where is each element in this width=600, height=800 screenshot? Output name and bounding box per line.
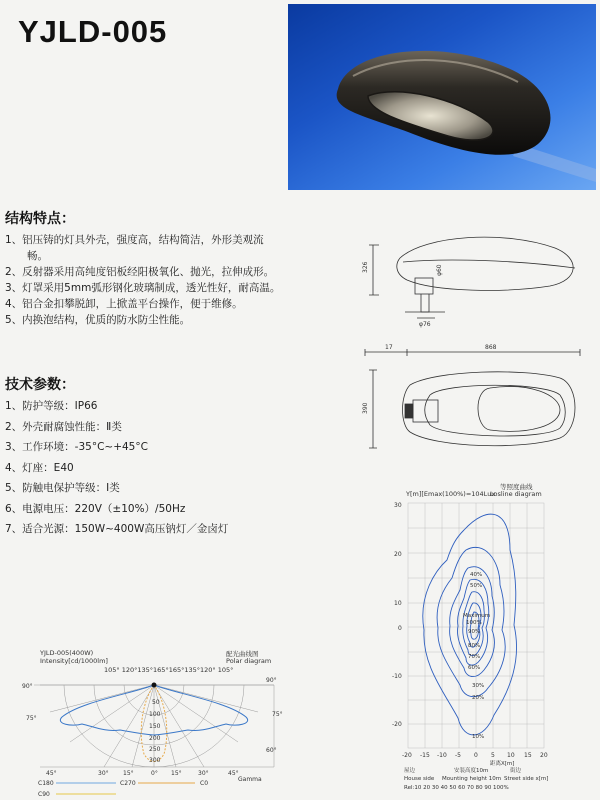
polar-title-en: Polar diagram — [226, 657, 272, 665]
feature-item: 1、铝压铸的灯具外壳，强度高，结构简洁，外形美观流 — [5, 234, 264, 246]
dim-offset: 17 — [385, 344, 393, 351]
isolux-ytick: 10 — [394, 600, 402, 607]
isolux-ytick: 30 — [394, 502, 402, 509]
polar-label-75-right: 75° — [272, 711, 283, 718]
polar-intensity-label: Intensity[cd/1000lm] — [40, 657, 108, 665]
isolux-xtick: 5 — [491, 752, 495, 759]
spec-item: 2、外壳耐腐蚀性能：Ⅱ类 — [5, 420, 122, 433]
isolux-house-side: House side — [404, 776, 435, 782]
polar-radial-300: 300 — [149, 757, 161, 764]
dim-pole-dia: φ60 — [436, 264, 443, 276]
feature-item: 畅。 — [27, 250, 48, 262]
isolux-label-90: 90% — [468, 629, 481, 635]
feature-item: 3、灯罩采用5mm弧形钢化玻璃制成，透光性好，耐高温。 — [5, 282, 281, 294]
isolux-label-50: 50% — [470, 583, 483, 589]
isolux-xtick: -20 — [402, 752, 412, 759]
isolux-ytick: 0 — [398, 625, 402, 632]
polar-radial-50: 50 — [152, 699, 160, 706]
isolux-label-80: 80% — [468, 643, 481, 649]
spec-item: 5、防触电保护等级：Ⅰ类 — [5, 482, 120, 494]
polar-radial-200: 200 — [149, 735, 161, 742]
feature-item: 4、铝合金扣攀脱卸，上掀盖平台操作，便于维修。 — [5, 298, 243, 310]
isolux-label-60: 60% — [468, 665, 481, 671]
feature-item: 5、内换泡结构，优质的防水防尘性能。 — [5, 314, 191, 326]
isolux-xtick: -5 — [455, 752, 461, 759]
spec-item: 6、电源电压：220V（±10%）/50Hz — [5, 502, 186, 515]
isolux-mount-height: Mounting height 10m — [442, 776, 502, 782]
polar-bottom-angle: 45° — [228, 770, 239, 777]
model-title: YJLD-005 — [18, 14, 168, 49]
polar-label-75-left: 75° — [26, 715, 37, 722]
dim-width: 390 — [362, 402, 369, 414]
spec-item: 4、灯座：E40 — [5, 461, 74, 474]
polar-label-90-right: 90° — [266, 677, 277, 684]
isolux-label-100: 100% — [466, 620, 482, 626]
legend-c90: C90 — [38, 791, 50, 798]
isolux-ytick: -20 — [392, 721, 402, 728]
isolux-height-cn: 安装高度10m — [454, 768, 489, 774]
isolux-street-side-cn: 街边 — [510, 768, 522, 774]
specs-heading: 技术参数： — [5, 377, 75, 393]
polar-radial-150: 150 — [149, 723, 161, 730]
isolux-ylabel: Y[m][Emax(100%)=104Lux — [406, 490, 496, 498]
isolux-label-maximum: Maximum — [463, 613, 491, 619]
legend-gamma: Gamma — [238, 776, 262, 783]
isolux-xtick: -10 — [437, 752, 447, 759]
spec-item: 3、工作环境：-35°C~+45°C — [5, 441, 148, 453]
isolux-xtick: 20 — [540, 752, 548, 759]
isolux-street-side: Street side x[m] — [504, 776, 549, 782]
isolux-xtick: 0 — [474, 752, 478, 759]
spec-item: 7、适合光源：150W~400W高压钠灯／金卤灯 — [5, 523, 229, 535]
polar-bottom-angle: 30° — [198, 770, 209, 777]
isolux-house-side-cn: 屋边 — [404, 768, 416, 774]
legend-c0: C0 — [200, 780, 209, 787]
product-photo — [288, 4, 596, 190]
feature-item: 2、反射器采用高纯度铝板经阳极氧化、抛光，拉伸成形。 — [5, 266, 275, 278]
isolux-x-axis-label: 距离X[m] — [490, 761, 515, 767]
polar-angle-top: 105° 120°135°165°165°135°120° 105° — [104, 666, 234, 674]
dimension-drawings — [355, 200, 595, 470]
polar-radial-250: 250 — [149, 746, 161, 753]
isolux-label-10: 10% — [472, 734, 485, 740]
polar-title-cn: 配光曲线图 — [226, 650, 259, 658]
isolux-title-cn: 等照度曲线 — [500, 483, 533, 491]
polar-label-60-right: 60° — [266, 747, 277, 754]
features-list — [5, 232, 280, 328]
isolux-xtick: -15 — [420, 752, 430, 759]
dim-side-height: 326 — [362, 261, 369, 273]
dim-pipe-dia: φ76 — [419, 321, 431, 328]
polar-diagram — [20, 672, 288, 800]
polar-bottom-angle: 0° — [151, 770, 158, 777]
specs-list — [5, 396, 228, 540]
isolux-xtick: 10 — [507, 752, 515, 759]
isolux-label-20: 20% — [472, 695, 485, 701]
polar-bottom-angle: 45° — [46, 770, 57, 777]
legend-c270: C270 — [120, 780, 136, 787]
polar-bottom-angle: 15° — [123, 770, 134, 777]
isolux-rel-values: Rel:10 20 30 40 50 60 70 80 90 100% — [404, 785, 509, 791]
legend-c180: C180 — [38, 780, 54, 787]
polar-model-label: YJLD-005(400W) — [40, 649, 94, 657]
spec-item: 1、防护等级：IP66 — [5, 400, 98, 412]
isolux-label-70: 70% — [468, 654, 481, 660]
isolux-xtick: 15 — [524, 752, 532, 759]
isolux-ytick: 20 — [394, 551, 402, 558]
polar-bottom-angle: 15° — [171, 770, 182, 777]
dim-length: 868 — [485, 344, 497, 351]
isolux-title-en: Losline diagram — [490, 490, 542, 498]
isolux-label-40: 40% — [470, 572, 483, 578]
polar-label-90-left: 90° — [22, 683, 33, 690]
polar-radial-100: 100 — [149, 711, 161, 718]
isolux-ytick: -10 — [392, 673, 402, 680]
isolux-diagram — [392, 500, 560, 800]
isolux-label-30: 30% — [472, 683, 485, 689]
polar-bottom-angle: 30° — [98, 770, 109, 777]
features-heading: 结构特点： — [5, 211, 75, 227]
